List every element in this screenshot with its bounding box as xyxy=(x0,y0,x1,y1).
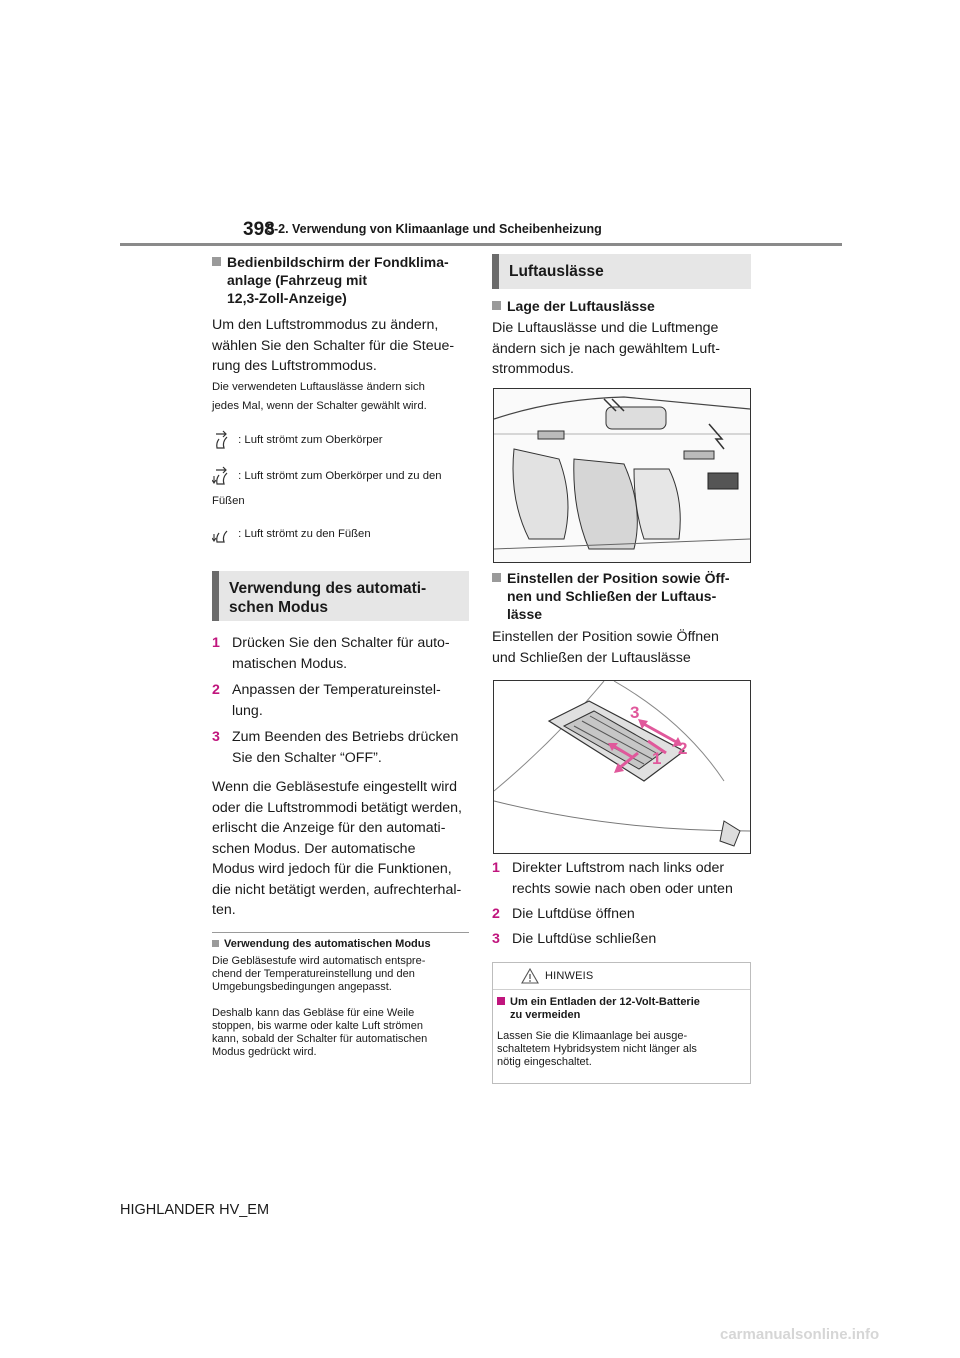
auto-step-3: 3 Zum Beenden des Betriebs drücken Sie den Schalter “OFF”. xyxy=(212,729,459,766)
auto-mode-paragraph: Wenn die Gebläsestufe eingestellt wird oder die Luftstrommodi betätigt werden, erlischt die Anzeige für den automati- schen Modus. Der automatische Modus wird jedoch für die Funktionen, die nicht betätigt werden, aufrechterhal- ten. xyxy=(212,779,462,918)
notice-heading: Um ein Entladen der 12-Volt-Batterie zu vermeiden xyxy=(497,996,747,1022)
header-rule xyxy=(120,243,842,246)
section-title: 5-2. Verwendung von Klimaanlage und Scheibenheizung xyxy=(267,222,602,236)
info-rule xyxy=(212,932,469,933)
page-number: 398 xyxy=(243,219,275,240)
footer-watermark: carmanualsonline.info xyxy=(720,1326,880,1343)
bullet-square-icon xyxy=(212,257,221,266)
auto-mode-steps xyxy=(212,633,474,769)
location-body: Die Luftauslässe und die Luftmenge ändern sich je nach gewähltem Luft- strommodus. xyxy=(492,320,720,377)
airflow-upper-row: : Luft strömt zum Oberkörper xyxy=(212,430,472,450)
rear-display-note: Die verwendeten Luftauslässe ändern sich jedes Mal, wenn der Schalter gewählt wird. xyxy=(212,381,427,412)
footer-model: HIGHLANDER HV_EM xyxy=(120,1202,270,1218)
auto-mode-title: Verwendung des automati- schen Modus xyxy=(212,571,469,621)
warning-triangle-icon xyxy=(521,968,539,984)
info-heading: Verwendung des automatischen Modus xyxy=(212,938,474,951)
bullet-square-icon xyxy=(492,301,501,310)
vent-illustration xyxy=(493,680,751,854)
airflow-feet-icon xyxy=(212,524,232,544)
airflow-bilevel-row: : Luft strömt zum Oberkörper und zu den Füßen xyxy=(212,466,472,510)
info-paragraph-2: Deshalb kann das Gebläse für eine Weile stoppen, bis warme oder kalte Luft strömen kann, sobald der Schalter für automatischen Modus gedrückt wird. xyxy=(212,1007,428,1058)
outlets-title: Luftauslässe xyxy=(492,254,751,289)
callout-1: 1 xyxy=(652,749,662,768)
notice-body: Lassen Sie die Klimaanlage bei ausge- schaltetem Hybridsystem nicht länger als nötig eingeschaltet. xyxy=(497,1030,697,1068)
adjust-step-3: 3 Die Luftdüse schließen xyxy=(492,931,657,947)
notice-label: HINWEIS xyxy=(545,970,594,982)
bullet-square-icon xyxy=(497,997,505,1005)
bullet-square-icon xyxy=(212,940,219,947)
notice-header xyxy=(493,963,750,990)
rear-display-heading: Bedienbildschirm der Fondklima- anlage (Fahrzeug mit 12,3-Zoll-Anzeige) xyxy=(212,253,472,307)
bullet-square-icon xyxy=(492,573,501,582)
info-paragraph-1: Die Gebläsestufe wird automatisch entspre- chend der Temperatureinstellung und den Umgebungsbedingungen angepasst. xyxy=(212,955,426,993)
auto-step-1: 1 Drücken Sie den Schalter für auto- matischen Modus. xyxy=(212,635,450,672)
adjust-heading: Einstellen der Position sowie Öff- nen und Schließen der Luftaus- lässe xyxy=(492,569,754,623)
auto-step-2: 2 Anpassen der Temperatureinstel- lung. xyxy=(212,682,441,719)
adjust-steps xyxy=(492,858,754,950)
adjust-body: Einstellen der Position sowie Öffnen und Schließen der Luftauslässe xyxy=(492,629,719,666)
adjust-step-1: 1 Direkter Luftstrom nach links oder rechts sowie nach oben oder unten xyxy=(492,860,733,897)
vent-closeup-image xyxy=(494,681,750,853)
rear-display-body: Um den Luftstrommodus zu ändern, wählen Sie den Schalter für die Steue- rung des Luftstrommodus. xyxy=(212,317,455,374)
callout-2: 2 xyxy=(678,739,688,758)
airflow-bilevel-icon xyxy=(212,466,232,486)
notice-box xyxy=(492,962,751,1084)
airflow-feet-row: : Luft strömt zu den Füßen xyxy=(212,524,472,544)
cabin-illustration xyxy=(493,388,751,563)
cabin-interior-image xyxy=(494,389,750,562)
location-heading: Lage der Luftauslässe xyxy=(492,297,754,315)
airflow-upper-body-icon xyxy=(212,430,232,450)
adjust-step-2: 2 Die Luftdüse öffnen xyxy=(492,906,635,922)
callout-3: 3 xyxy=(630,703,640,722)
